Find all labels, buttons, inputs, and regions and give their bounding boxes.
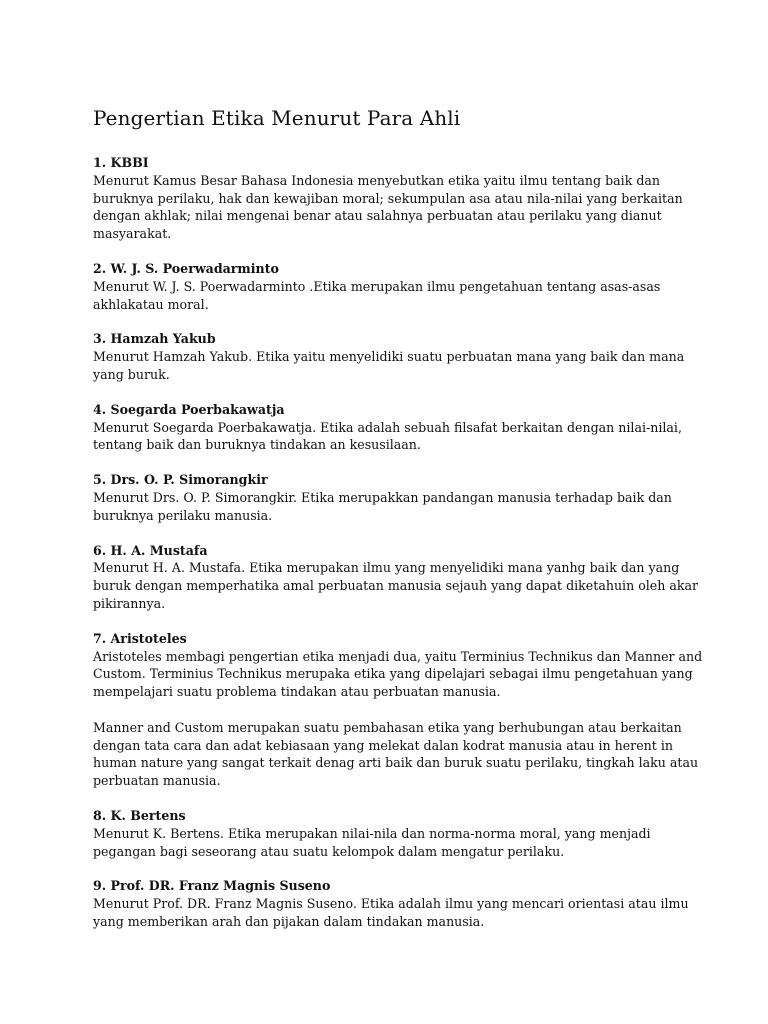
document-title: Pengertian Etika Menurut Para Ahli <box>93 106 461 130</box>
section-heading: 4. Soegarda Poerbakawatja <box>93 401 285 417</box>
section-paragraph: Menurut Drs. O. P. Simorangkir. Etika merupakkan pandangan manusia terhadap baik dan buruknya perilaku manusia. <box>93 489 672 523</box>
section-paragraph: Menurut K. Bertens. Etika merupakan nilai-nila dan norma-norma moral, yang menjadi pegangan bagi seseorang atau suatu kelompok dalam mengatur perilaku. <box>93 825 651 859</box>
section-paragraph: Menurut H. A. Mustafa. Etika merupakan ilmu yang menyelidiki mana yanhg baik dan yang buruk dengan memperhatika amal perbuatan manusia sejauh yang dapat diketahuin oleh akar pikirannya. <box>93 560 699 611</box>
section-heading: 8. K. Bertens <box>93 807 186 823</box>
section-paragraph: Menurut Prof. DR. Franz Magnis Suseno. Etika adalah ilmu yang mencari orientasi atau ilmu yang memberikan arah dan pijakan dalam tindakan manusia. <box>93 896 689 929</box>
section-hamzah-yakub <box>93 330 708 383</box>
section-heading: 9. Prof. DR. Franz Magnis Suseno <box>93 878 331 894</box>
section-magnis-suseno <box>93 877 708 930</box>
section-paragraph: Menurut Soegarda Poerbakawatja. Etika adalah sebuah filsafat berkaitan dengan nilai-nilai, tentang baik dan buruknya tindakan an kesusilaan. <box>93 419 682 453</box>
section-kbbi <box>93 154 708 243</box>
section-paragraph: Manner and Custom merupakan suatu pembahasan etika yang berhubungan atau berkaitan dengan tata cara dan adat kebiasaan yang melekat dalan kodrat manusia atau in herent in human nature yang sangat terkait denag arti baik dan buruk suatu perilaku, tingkah laku atau perbuatan manusia. <box>93 719 699 789</box>
section-mustafa <box>93 542 708 613</box>
section-heading: 7. Aristoteles <box>93 630 187 646</box>
section-aristoteles <box>93 630 708 790</box>
section-paragraph: Aristoteles membagi pengertian etika menjadi dua, yaitu Terminius Technikus dan Manner and Custom. Terminius Technikus merupaka etika yang dipelajari sebagai ilmu pengetahuan yang mempelajari suatu problema tindakan atau perbuatan manusia. <box>93 648 703 700</box>
section-heading: 2. W. J. S. Poerwadarminto <box>93 260 279 276</box>
section-heading: 5. Drs. O. P. Simorangkir <box>93 472 268 488</box>
section-paragraph: Menurut W. J. S. Poerwadarminto .Etika merupakan ilmu pengetahuan tentang asas-asas akhlakatau moral. <box>93 278 661 312</box>
section-poerwadarminto <box>93 260 708 313</box>
section-heading: 1. KBBI <box>93 155 149 170</box>
section-poerbakawatja <box>93 401 708 454</box>
section-heading: 3. Hamzah Yakub <box>93 331 216 347</box>
section-simorangkir <box>93 471 708 524</box>
section-heading: 6. H. A. Mustafa <box>93 542 208 558</box>
section-paragraph: Menurut Kamus Besar Bahasa Indonesia menyebutkan etika yaitu ilmu tentang baik dan buruknya perilaku, hak dan kewajiban moral; sekumpulan asa atau nila-nilai yang berkaitan dengan akhlak; nilai mengenai benar atau salahnya perbuatan atau perilaku yang dianut masyarakat. <box>93 172 683 242</box>
section-paragraph: Menurut Hamzah Yakub. Etika yaitu menyelidiki suatu perbuatan mana yang baik dan mana yang buruk. <box>93 349 685 382</box>
section-bertens <box>93 807 708 860</box>
